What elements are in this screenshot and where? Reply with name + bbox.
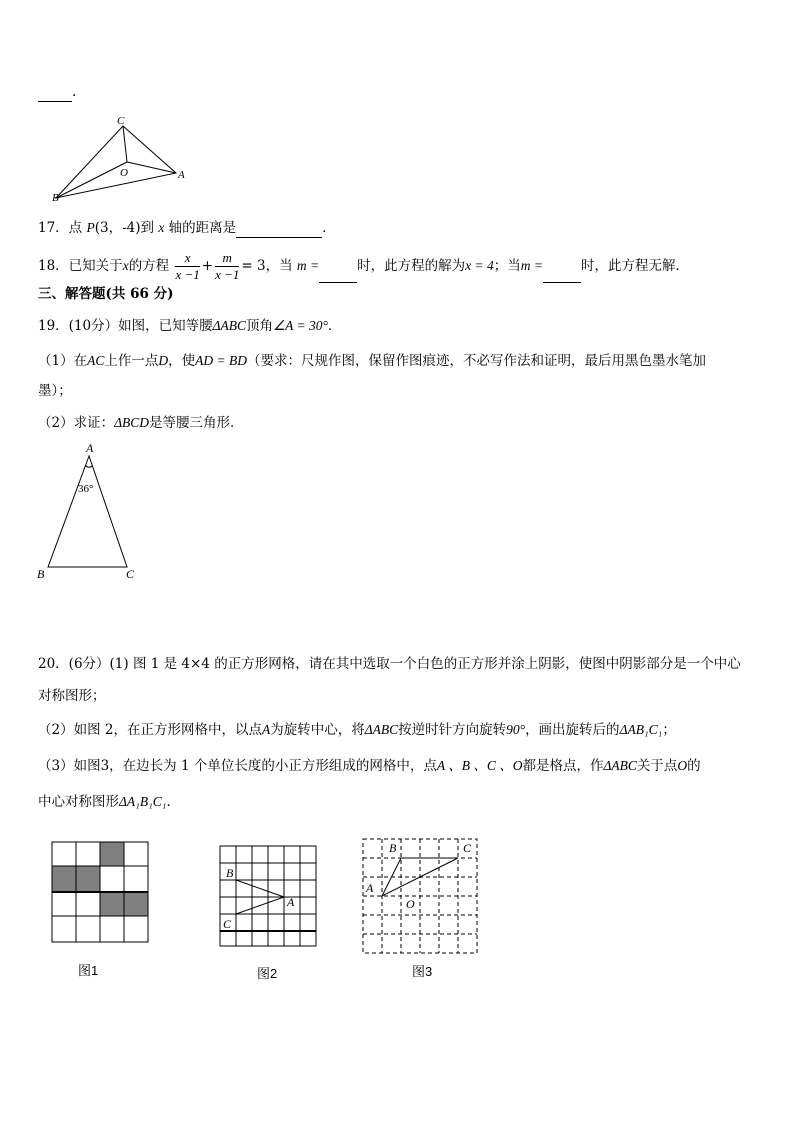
label-a: A (366, 881, 374, 895)
question-20-part-3: （3）如图3，在边长为 1 个单位长度的小正方形组成的网格中，点A 、B 、C 、O都是格点，作ΔABC关于点O的 (38, 758, 701, 774)
grid-lines (220, 846, 316, 946)
shaded-cell (124, 892, 148, 916)
label-b: B (226, 866, 234, 880)
angle-label: 36° (78, 483, 94, 495)
label-c: C (463, 841, 472, 855)
triangle-abc (48, 456, 127, 567)
angle-arc (86, 466, 93, 468)
figure-19-triangle (34, 440, 144, 585)
label-a: A (86, 441, 94, 455)
label-o: O (406, 897, 415, 911)
dashed-grid-lines (363, 839, 477, 953)
segment-bo (56, 162, 127, 198)
question-20: 20．(6分）(1) 图 1 是 4×4 的正方形网格，请在其中选取一个白色的正方形并涂上阴影，使图中阴影部分是一个中心 (38, 656, 741, 672)
figure-1-caption: 图1 (78, 963, 99, 978)
figure-2-caption: 图2 (257, 966, 278, 981)
figure-1-grid (50, 840, 152, 946)
shaded-cell (52, 866, 76, 892)
label-b: B (37, 567, 45, 581)
question-19-part-2: （2）求证：ΔBCD是等腰三角形． (38, 415, 244, 431)
grid-lines (52, 842, 148, 942)
question-20-part-2: （2）如图 2，在正方形网格中，以点A为旋转中心，将ΔABC按逆时针方向旋转90°，画出旋转后的ΔAB₁C₁； (38, 722, 676, 738)
figure-3-caption: 图3 (412, 964, 433, 979)
section-heading: 三、解答题(共 66 分) (38, 286, 174, 302)
figure-16-triangle (50, 115, 195, 205)
segment-ao (127, 162, 176, 173)
figure-2-grid (218, 844, 320, 950)
fraction-2: $\frac{m}{x -1}$ (215, 250, 240, 282)
label-c: C (223, 917, 232, 931)
answer-blank (236, 221, 322, 238)
shaded-cell (100, 892, 124, 916)
answer-blank (319, 266, 357, 283)
question-18: 18．已知关于x的方程 $\frac{x}{x -1}$ + $\frac{m}{x -1}$ = 3，当 m = 时，此方程的解为x = 4；当m = 时，此方程无解． (38, 250, 689, 282)
question-20-cont: 对称图形； (38, 688, 106, 704)
fraction-1: $\frac{x}{x -1}$ (175, 250, 200, 282)
shaded-cell (76, 866, 100, 892)
segment-co (123, 126, 127, 162)
question-19-part-1-cont: 墨）； (38, 383, 72, 399)
question-17: 17．点 P(3，-4)到 x 轴的距离是 ． (38, 220, 336, 236)
label-b: B (389, 841, 397, 855)
question-19-part-1: （1）在AC上作一点D，使AD = BD（要求：尺规作图，保留作图痕迹，不必写作法和证明，最后用黑色墨水笔加 (38, 353, 706, 369)
figure-3-grid (360, 836, 482, 956)
label-a: A (178, 169, 185, 181)
label-c: C (117, 115, 125, 127)
label-c: C (126, 567, 135, 581)
shaded-cell (100, 842, 124, 866)
question-19: 19．(10分）如图，已知等腰ΔABC顶角∠A = 30°． (38, 318, 342, 334)
answer-blank (543, 266, 581, 283)
answer-blank (38, 85, 72, 102)
label-o: O (120, 167, 128, 179)
label-b: B (52, 192, 59, 204)
label-a: A (287, 895, 295, 909)
question-20-part-3-cont: 中心对称图形ΔA₁B₁C₁． (38, 794, 181, 810)
previous-answer-blank: . (38, 82, 76, 102)
outer-triangle (56, 126, 176, 198)
